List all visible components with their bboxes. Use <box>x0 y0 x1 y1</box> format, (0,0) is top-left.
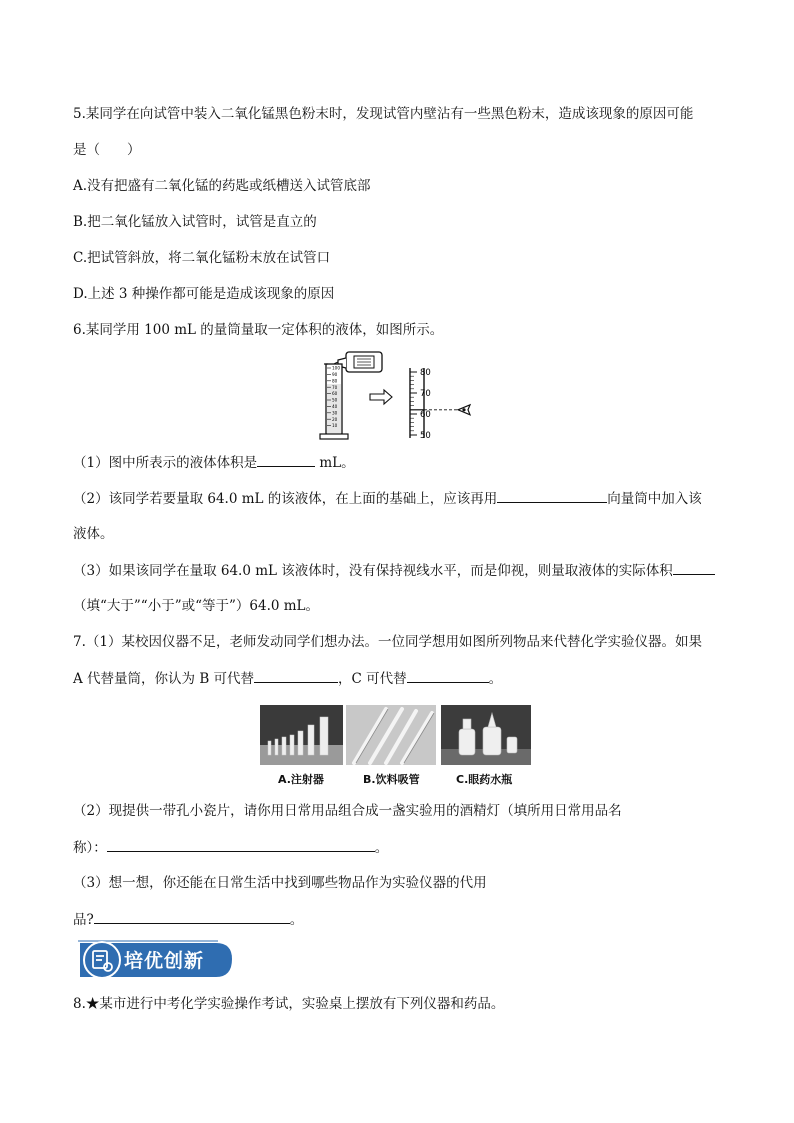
scale-label: 50 <box>420 431 431 441</box>
cylinder-tick-label: 20 <box>332 416 338 422</box>
q5-option-a: A.没有把盛有二氧化锰的药匙或纸槽送入试管底部 <box>73 178 371 194</box>
q6-part3-line2: （填“大于”“小于”或“等于”）64.0 mL。 <box>73 598 320 614</box>
caption-straw: B.饮料吸管 <box>363 773 420 786</box>
magnified-scale-icon <box>410 368 458 441</box>
q7-part3-line2: 品? 。 <box>73 909 303 930</box>
eyedrop-bottle-photo <box>441 705 531 765</box>
q7-part3-line1: （3）想一想，你还能在日常生活中找到哪些物品作为实验仪器的代用 <box>73 875 487 891</box>
q5-option-d: D.上述 3 种操作都可能是造成该现象的原因 <box>73 286 335 302</box>
cylinder-tick-label: 50 <box>332 397 338 403</box>
answer-blank-volume[interactable] <box>257 452 315 467</box>
q7-part2-line1: （2）现提供一带孔小瓷片，请你用日常用品组合成一盏实验用的酒精灯（填所用日常用品名 <box>73 803 622 819</box>
measuring-cylinder-icon <box>320 364 348 439</box>
cylinder-tick-label: 80 <box>332 378 338 384</box>
answer-blank-lamp[interactable] <box>107 837 375 852</box>
cylinder-tick-label: 10 <box>332 423 338 429</box>
q7-stem-line1: 7.（1）某校因仪器不足，老师发动同学们想办法。一位同学想用如图所列物品来代替化学实验仪器。如果 <box>73 634 702 650</box>
q6-part3-line1: （3）如果该同学在量取 64.0 mL 该液体时，没有保持视线水平，而是仰视，则量取液体的实际体积 <box>73 560 715 581</box>
q5-stem-line2: 是（ ） <box>73 142 141 158</box>
graduated-cylinder-figure <box>318 350 488 442</box>
cylinder-tick-label: 70 <box>332 384 338 390</box>
q8-stem: 8.★某市进行中考化学实验操作考试，实验桌上摆放有下列仪器和药品。 <box>73 996 505 1012</box>
answer-blank-instrument[interactable] <box>497 488 607 503</box>
scale-label: 60 <box>420 410 431 420</box>
caption-eyedrop-bottle: C.眼药水瓶 <box>456 773 513 786</box>
scale-label: 70 <box>420 389 431 399</box>
answer-blank-c[interactable] <box>407 668 489 683</box>
q6-part1: （1）图中所表示的液体体积是 mL。 <box>73 452 355 473</box>
cylinder-tick-label: 40 <box>332 404 338 409</box>
q5-option-b: B.把二氧化锰放入试管时，试管是直立的 <box>73 214 317 230</box>
cylinder-tick-label: 30 <box>332 410 338 416</box>
hollow-arrow-icon <box>370 390 392 404</box>
q6-part2-line1: （2）该同学若要量取 64.0 mL 的该液体，在上面的基础上，应该再用 向量筒中加入该 <box>73 488 702 509</box>
scale-label: 80 <box>420 368 431 378</box>
cylinder-tick-label: 100 <box>332 365 340 371</box>
q6-stem: 6.某同学用 100 mL 的量筒量取一定体积的液体，如图所示。 <box>73 322 444 338</box>
syringe-photo <box>260 705 343 765</box>
q7-stem-line2: A 代替量筒，你认为 B 可代替 ，C 可代替 。 <box>73 668 502 689</box>
cylinder-tick-label: 60 <box>332 391 338 397</box>
answer-blank-b[interactable] <box>254 668 338 683</box>
q5-stem-line1: 5.某同学在向试管中装入二氧化锰黑色粉末时，发现试管内壁沾有一些黑色粉末，造成该现象的原因可能 <box>73 106 694 122</box>
section-banner-label: 培优创新 <box>124 950 205 972</box>
q7-part2-line2: 称）： 。 <box>73 837 388 858</box>
answer-blank-substitutes[interactable] <box>94 909 290 924</box>
eye-icon <box>458 405 470 415</box>
drinking-straw-photo <box>346 705 436 765</box>
cylinder-tick-label: 90 <box>332 372 338 377</box>
caption-syringe: A.注射器 <box>278 773 324 786</box>
q6-part2-line2: 液体。 <box>73 526 114 542</box>
answer-blank-comparison[interactable] <box>673 560 715 575</box>
q5-option-c: C.把试管斜放，将二氧化锰粉末放在试管口 <box>73 250 331 266</box>
